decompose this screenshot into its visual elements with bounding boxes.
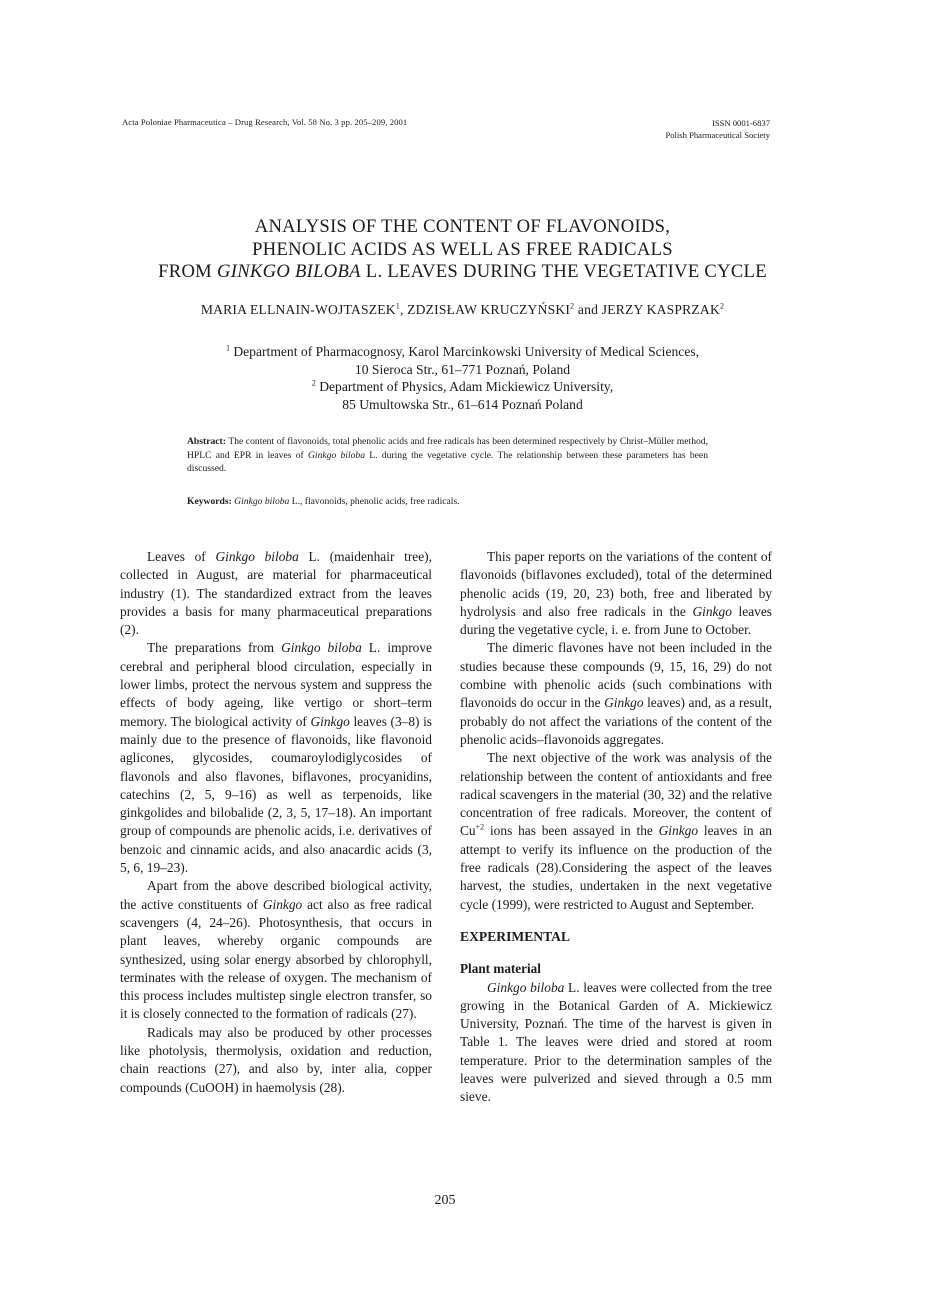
affiliation-line: 85 Umultowska Str., 61–614 Poznań Poland <box>342 396 583 412</box>
paragraph: Leaves of Ginkgo biloba L. (maidenhair tree), collected in August, are material for pharmaceutical industry (1). The standardized extract from the leaves provides a basis for many pharmaceutical preparations (2). <box>120 549 432 638</box>
subsection-heading: Plant material <box>460 961 541 977</box>
paragraph: Ginkgo biloba L. leaves were collected from the tree growing in the Botanical Garden of A. Mickiewicz University, Poznań. The time of the harvest is given in Table 1. The leaves were dried and stored at room temperature. Prior to the determination samples of the leaves were pulverized and sieved through a 0.5 mm sieve. <box>460 979 772 1105</box>
paragraph: Radicals may also be produced by other processes like photolysis, thermolysis, oxidation and reduction, chain reactions (27), and also by, inter alia, copper compounds (CuOOH) in haemolysis (28). <box>120 1024 432 1095</box>
affiliation-line: $^2$ Department of Physics, Adam Mickiewicz University, <box>311 378 614 395</box>
paragraph: The next objective of the work was analysis of the relationship between the content of antioxidants and free radical scavengers in the material (30, 32) and the relative concentration of free radicals. Moreover, the content of $Cu^{+2}$ ions has been assayed in the Ginkgo leaves in an attempt to verify its influence on the production of the free radicals (28).Considering the aspect of the leaves harvest, the studies, undertaken in the next vegetative cycle (1999), were restricted to August and September. <box>460 750 772 912</box>
affiliation-line: 10 Sieroca Str., 61–771 Poznań, Poland <box>354 361 571 377</box>
title-line: PHENOLIC ACIDS AS WELL AS FREE RADICALS <box>252 238 673 260</box>
keywords: Keywords: Ginkgo biloba L., flavonoids, phenolic acids, free radicals. <box>187 496 460 507</box>
issn: ISSN 0001-6837 <box>711 118 770 128</box>
author-name: JERZY KASPRZAK <box>601 302 720 317</box>
keywords-label: Keywords: <box>187 496 232 507</box>
abstract-label: Abstract: <box>187 436 226 447</box>
affiliations <box>120 343 805 413</box>
left-column <box>120 548 432 1097</box>
author-name: ZDZISŁAW KRUCZYŃSKI <box>407 302 571 317</box>
title-line: FROM GINKGO BILOBA L. LEAVES DURING THE VEGETATIVE CYCLE <box>158 261 767 282</box>
article-title <box>100 216 825 284</box>
page-number: 205 <box>434 1193 456 1208</box>
author-list: MARIA ELLNAIN-WOJTASZEK$^1$, ZDZISŁAW KRUCZYŃSKI$^2$ and JERZY KASPRZAK$^2$ <box>200 301 725 317</box>
affiliation-line: $^1$ Department of Pharmacognosy, Karol Marcinkowski University of Medical Sciences, <box>225 343 700 359</box>
society: Polish Pharmaceutical Society <box>665 130 770 140</box>
paragraph: The dimeric flavones have not been included in the studies because these compounds (9, 15, 16, 29) do not combine with phenolic acids (such combinations with flavonoids do occur in the Ginkgo leaves) and, as a result, probably do not affect the variations of the content of the phenolic acids–flavonoids aggregates. <box>460 640 772 747</box>
paragraph: This paper reports on the variations of the content of flavonoids (biflavones excluded), total of the determined phenolic acids (19, 20, 23) both, free and liberated by hydrolysis and also free radicals in the Ginkgo leaves during the vegetative cycle, i. e. from June to October. <box>460 549 772 638</box>
paragraph: Apart from the above described biological activity, the active constituents of Ginkgo act also as free radical scavengers (4, 24–26). Photosynthesis, that occurs in plant leaves, whereby organic compounds are synthesized, using solar energy absorbed by chlorophyll, terminates with the release of oxygen. The mechanism of this process includes multistep single electron transfer, so it is closely connected to the formation of radicals (27). <box>120 878 432 1022</box>
abstract: Abstract: The content of flavonoids, total phenolic acids and free radicals has been determined respectively by Christ–Müller method, HPLC and EPR in leaves of Ginkgo biloba L. during the vegetative cycle. The relationship between these parameters has been discussed. <box>187 436 708 475</box>
title-line: ANALYSIS OF THE CONTENT OF FLAVONOIDS, <box>254 216 671 237</box>
paragraph: The preparations from Ginkgo biloba L. improve cerebral and peripheral blood circulation, especially in lower limbs, protect the nervous system and suppress the effects of body ageing, like vertigo or short–term memory. The biological activity of Ginkgo leaves (3–8) is mainly due to the presence of flavonoids, like flavonoid aglicones, glycosides, coumaroylodiglycosides of flavonols and also flavones, biflavones, procyanidins, catechins (2, 5, 9–16) as well as terpenoids, like ginkgolides and bilobalide (2, 3, 5, 17–18). An important group of compounds are phenolic acids, i.e. derivatives of benzoic and cinnamic acids, and also anacardic acids (3, 5, 6, 19–23). <box>120 640 433 876</box>
journal-meta <box>665 117 770 141</box>
right-column <box>460 548 772 1107</box>
section-heading: EXPERIMENTAL <box>460 928 571 944</box>
journal-citation: Acta Poloniae Pharmaceutica – Drug Research, Vol. 58 No. 3 pp. 205–209, 2001 <box>122 117 408 127</box>
author-name: MARIA ELLNAIN-WOJTASZEK <box>200 302 396 317</box>
